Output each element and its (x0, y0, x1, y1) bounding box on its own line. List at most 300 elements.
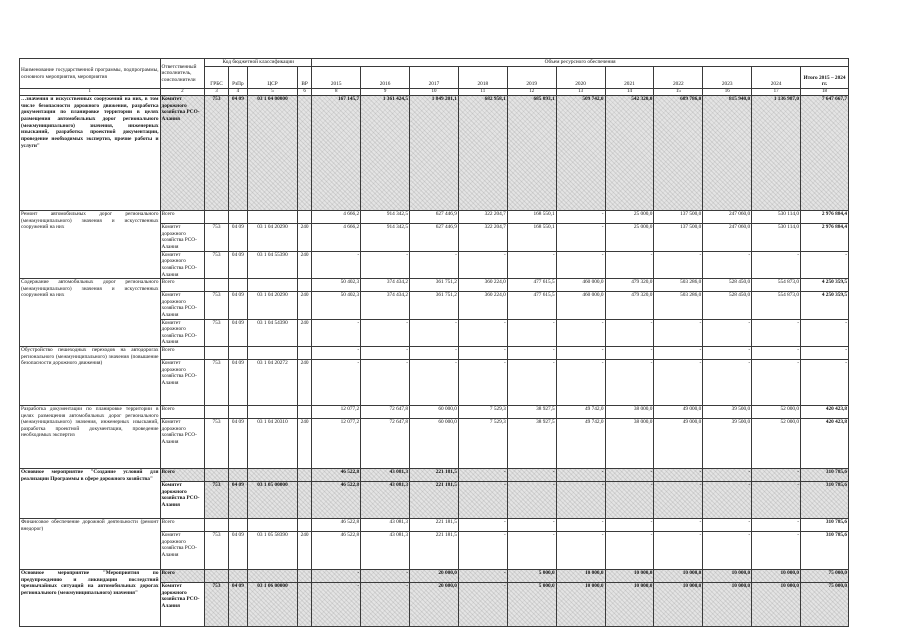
row-total: 75 000,0 (801, 570, 849, 583)
row-year-value: - (654, 251, 703, 278)
row-vr (297, 211, 311, 224)
row-csr (248, 570, 298, 583)
row-year-value: - (312, 251, 361, 278)
row-csr: 03 1 04 20310 (248, 419, 298, 469)
column-number: 14 (605, 89, 654, 96)
row-year-value: - (361, 319, 410, 346)
row-year-value: 528 450,0 (703, 292, 752, 319)
row-total: 420 423,8 (801, 419, 849, 469)
table-row (20, 406, 849, 419)
row-year-value: - (556, 211, 605, 224)
table-row (20, 570, 849, 583)
row-responsible: Всего (160, 469, 205, 482)
row-year-value: 10 000,0 (556, 570, 605, 583)
row-year-value: 221 181,5 (410, 469, 459, 482)
row-vr (297, 96, 311, 211)
column-number: 15 (654, 89, 703, 96)
row-year-value: - (605, 319, 654, 346)
row-grbs (205, 347, 228, 360)
row-year-value: - (507, 360, 556, 406)
row-year-value: - (752, 482, 801, 519)
row-name: …значения и искусственных сооружений на них, в том числе безопасности дорожного движения, разработка документации по планировке территории в целях размещения автомобильных дорог регионального (межмуниципального) значения, инженерных изысканий, разработка проектной документации, проведение необходимых экспертиз, прочие работы и услуги" (20, 96, 161, 211)
row-total: - (801, 319, 849, 346)
row-year-value: - (654, 469, 703, 482)
row-year-value: 914 342,5 (361, 211, 410, 224)
column-number: 12 (507, 89, 556, 96)
row-rzpr (228, 347, 247, 360)
row-responsible: Комитет дорожного хозяйства РСО-Алания (160, 292, 205, 319)
row-year-value: - (556, 224, 605, 251)
row-year-value: - (703, 251, 752, 278)
row-name: Финансовое обеспечение дорожной деятельности (ремонт внедорог) (20, 519, 161, 570)
row-rzpr: 04 09 (228, 532, 247, 570)
header-year: 2017 (410, 67, 459, 89)
row-year-value: - (605, 360, 654, 406)
header-vr: ВР (297, 67, 311, 89)
row-vr: 240 (297, 224, 311, 251)
row-year-value: - (507, 532, 556, 570)
row-responsible: Комитет дорожного хозяйства РСО-Алания (160, 96, 205, 211)
column-number-row (20, 89, 849, 96)
column-number: 5 (248, 89, 298, 96)
row-total: 2 976 884,4 (801, 211, 849, 224)
row-year-value: - (458, 570, 507, 583)
row-year-value: 247 060,0 (703, 211, 752, 224)
row-year-value: - (410, 347, 459, 360)
row-year-value: - (312, 583, 361, 627)
row-year-value: - (458, 319, 507, 346)
row-year-value: 12 077,2 (312, 419, 361, 469)
row-year-value: - (507, 347, 556, 360)
header-responsible: Ответственный исполнитель, соисполнители (160, 59, 205, 89)
row-responsible: Всего (160, 347, 205, 360)
row-year-value: - (410, 251, 459, 278)
row-rzpr: 04 09 (228, 224, 247, 251)
header-year: 2015 (312, 67, 361, 89)
row-total: - (801, 360, 849, 406)
row-year-value: 322 204,7 (458, 224, 507, 251)
row-year-value: - (312, 360, 361, 406)
row-responsible: Комитет дорожного хозяйства РСО-Алания (160, 419, 205, 469)
row-year-value: 137 500,0 (654, 224, 703, 251)
row-year-value: 361 751,2 (410, 292, 459, 319)
row-year-value: - (507, 319, 556, 346)
row-total: 7 647 667,7 (801, 96, 849, 211)
row-vr: 240 (297, 319, 311, 346)
row-year-value: - (752, 519, 801, 532)
row-year-value: 10 000,0 (605, 583, 654, 627)
row-total: 420 423,8 (801, 406, 849, 419)
table-row (20, 469, 849, 482)
row-grbs: 753 (205, 360, 228, 406)
row-grbs (205, 570, 228, 583)
table-row (20, 211, 849, 224)
row-year-value: 25 000,0 (605, 224, 654, 251)
row-year-value: - (507, 519, 556, 532)
header-year: 2016 (361, 67, 410, 89)
row-year-value: - (703, 482, 752, 519)
column-number: 10 (410, 89, 459, 96)
row-year-value: 10 000,0 (752, 583, 801, 627)
row-year-value: 12 077,2 (312, 406, 361, 419)
row-name: Основное мероприятие "Создание условий для реализации Программы в сфере дорожного хозяйства" (20, 469, 161, 519)
row-year-value: 360 224,0 (458, 279, 507, 292)
row-year-value: 60 000,0 (410, 406, 459, 419)
row-year-value: 43 081,3 (361, 482, 410, 519)
row-year-value: - (458, 583, 507, 627)
row-year-value: 509 742,0 (556, 96, 605, 211)
row-year-value: 20 000,0 (410, 583, 459, 627)
row-name: Ремонт автомобильных дорог регионального (межмуниципального) значения и искусственных сооружений на них (20, 211, 161, 279)
header-rzpr: РзПр (228, 67, 247, 89)
row-year-value: - (410, 319, 459, 346)
header-year: 2021 (605, 67, 654, 89)
row-csr (248, 347, 298, 360)
row-year-value: 46 522,8 (312, 519, 361, 532)
header-year: 2023 (703, 67, 752, 89)
row-rzpr: 04 09 (228, 251, 247, 278)
row-year-value: - (361, 251, 410, 278)
row-year-value: 815 940,0 (703, 96, 752, 211)
row-year-value: 46 522,8 (312, 482, 361, 519)
row-year-value: 530 114,0 (752, 211, 801, 224)
row-rzpr: 04 09 (228, 96, 247, 211)
column-number: 17 (752, 89, 801, 96)
row-year-value: 460 000,0 (556, 292, 605, 319)
table-row (20, 279, 849, 292)
row-responsible: Всего (160, 279, 205, 292)
row-year-value: - (556, 319, 605, 346)
row-year-value: - (703, 532, 752, 570)
row-year-value: 10 000,0 (605, 570, 654, 583)
row-year-value: 554 873,0 (752, 292, 801, 319)
row-responsible: Всего (160, 406, 205, 419)
row-year-value: 46 522,8 (312, 469, 361, 482)
header-name: Наименование государственной программы, подпрограммы, основного мероприятия, мероприятия (20, 59, 161, 89)
row-responsible: Комитет дорожного хозяйства РСО-Алания (160, 482, 205, 519)
row-year-value: - (752, 251, 801, 278)
row-vr (297, 583, 311, 627)
row-responsible: Комитет дорожного хозяйства РСО-Алания (160, 319, 205, 346)
row-year-value: 52 000,0 (752, 419, 801, 469)
row-year-value: - (605, 251, 654, 278)
column-number: 1 (20, 89, 161, 96)
row-year-value: 49 742,0 (556, 406, 605, 419)
column-number: 6 (297, 89, 311, 96)
row-year-value: - (654, 532, 703, 570)
row-total: 2 976 884,4 (801, 224, 849, 251)
row-year-value: - (556, 360, 605, 406)
row-year-value: 374 434,2 (361, 292, 410, 319)
row-year-value: - (654, 347, 703, 360)
row-rzpr: 04 09 (228, 319, 247, 346)
row-name: Разработка документации по планировке территории в целях размещения автомобильных дорог регионального (межмуниципального) значения, инженерных изысканий, разработка проектной документации, проведение необходимых экспертиз (20, 406, 161, 469)
row-rzpr (228, 279, 247, 292)
row-year-value: - (312, 570, 361, 583)
row-year-value: 25 000,0 (605, 211, 654, 224)
column-number: 9 (361, 89, 410, 96)
row-csr (248, 211, 298, 224)
row-vr (297, 570, 311, 583)
row-year-value: 503 286,0 (654, 292, 703, 319)
column-number: 3 (205, 89, 228, 96)
header-year: 2018 (458, 67, 507, 89)
row-responsible: Комитет дорожного хозяйства РСО-Алания (160, 224, 205, 251)
table-row (20, 519, 849, 532)
row-vr (297, 279, 311, 292)
row-year-value: 38 000,0 (605, 406, 654, 419)
row-year-value: 477 615,5 (507, 292, 556, 319)
row-year-value: - (410, 360, 459, 406)
row-year-value: - (654, 319, 703, 346)
row-year-value: - (361, 583, 410, 627)
row-year-value: 503 286,0 (654, 279, 703, 292)
row-total: 310 785,6 (801, 519, 849, 532)
row-grbs: 753 (205, 419, 228, 469)
row-vr: 240 (297, 532, 311, 570)
row-year-value: 530 114,0 (752, 224, 801, 251)
row-year-value: 39 500,0 (703, 406, 752, 419)
row-rzpr: 04 09 (228, 583, 247, 627)
row-year-value: - (458, 360, 507, 406)
column-number: 13 (556, 89, 605, 96)
row-year-value: 4 666,2 (312, 224, 361, 251)
row-total: 4 250 359,5 (801, 292, 849, 319)
row-year-value: 479 320,0 (605, 292, 654, 319)
row-year-value: - (556, 532, 605, 570)
row-year-value: - (556, 469, 605, 482)
row-year-value: - (507, 482, 556, 519)
row-year-value: - (605, 347, 654, 360)
row-year-value: 168 550,1 (507, 211, 556, 224)
row-year-value: 374 434,2 (361, 279, 410, 292)
row-grbs: 753 (205, 583, 228, 627)
row-year-value: - (458, 347, 507, 360)
row-grbs: 753 (205, 292, 228, 319)
row-responsible: Комитет дорожного хозяйства РСО-Алания (160, 583, 205, 627)
row-responsible: Комитет дорожного хозяйства РСО-Алания (160, 251, 205, 278)
row-grbs (205, 406, 228, 419)
header-csr: ЦСР (248, 67, 298, 89)
header-year: 2020 (556, 67, 605, 89)
row-grbs: 753 (205, 224, 228, 251)
row-csr (248, 279, 298, 292)
row-year-value: 10 000,0 (654, 570, 703, 583)
row-year-value: 10 000,0 (703, 583, 752, 627)
row-year-value: 689 786,0 (654, 96, 703, 211)
row-year-value: 542 320,0 (605, 96, 654, 211)
header-total: Итого 2015 – 2024 гг. (801, 67, 849, 89)
row-year-value: 221 181,5 (410, 482, 459, 519)
row-year-value: - (654, 482, 703, 519)
row-year-value: 168 550,1 (507, 224, 556, 251)
row-year-value: 221 181,5 (410, 532, 459, 570)
row-year-value: 38 000,0 (605, 419, 654, 469)
row-rzpr: 04 09 (228, 419, 247, 469)
row-year-value: - (654, 360, 703, 406)
row-total: 310 785,6 (801, 532, 849, 570)
row-name: Обустройство пешеходных переходов на автодорогах регионального (межмуниципального) значения (повышение безопасности дорожного движения) (20, 347, 161, 406)
row-year-value: 914 342,5 (361, 224, 410, 251)
row-year-value: 247 060,0 (703, 224, 752, 251)
row-year-value: 72 647,8 (361, 406, 410, 419)
column-number: 4 (228, 89, 247, 96)
row-csr: 03 1 05 00000 (248, 482, 298, 519)
row-year-value: - (507, 251, 556, 278)
row-year-value: 1 361 424,5 (361, 96, 410, 211)
row-csr: 03 1 04 20272 (248, 360, 298, 406)
row-year-value: 360 224,0 (458, 292, 507, 319)
row-year-value: - (312, 347, 361, 360)
row-year-value: 38 927,5 (507, 419, 556, 469)
row-csr: 03 1 04 00000 (248, 96, 298, 211)
row-year-value: - (703, 519, 752, 532)
row-rzpr (228, 519, 247, 532)
row-year-value: - (605, 532, 654, 570)
row-grbs (205, 279, 228, 292)
row-year-value: 10 000,0 (703, 570, 752, 583)
row-year-value: - (605, 482, 654, 519)
row-year-value: 10 000,0 (556, 583, 605, 627)
header-year: 2022 (654, 67, 703, 89)
row-year-value: 361 751,2 (410, 279, 459, 292)
row-year-value: - (361, 570, 410, 583)
row-year-value: - (605, 469, 654, 482)
row-year-value: 167 145,7 (312, 96, 361, 211)
row-year-value: - (507, 469, 556, 482)
row-grbs: 753 (205, 251, 228, 278)
row-year-value: 50 402,3 (312, 292, 361, 319)
row-year-value: - (752, 360, 801, 406)
row-year-value: 5 000,0 (507, 583, 556, 627)
row-year-value: 627 446,9 (410, 211, 459, 224)
row-year-value: 43 081,3 (361, 469, 410, 482)
row-csr: 03 1 04 20290 (248, 292, 298, 319)
row-csr: 03 1 04 55390 (248, 251, 298, 278)
row-responsible: Комитет дорожного хозяйства РСО-Алания (160, 532, 205, 570)
row-responsible: Всего (160, 570, 205, 583)
row-csr: 03 1 04 20290 (248, 224, 298, 251)
budget-table (19, 58, 849, 627)
row-year-value: - (654, 519, 703, 532)
column-number: 8 (312, 89, 361, 96)
row-vr (297, 469, 311, 482)
row-vr (297, 406, 311, 419)
row-year-value: 5 000,0 (507, 570, 556, 583)
row-year-value: 52 000,0 (752, 406, 801, 419)
row-total: 310 785,6 (801, 469, 849, 482)
row-grbs: 753 (205, 319, 228, 346)
header-year: 2019 (507, 67, 556, 89)
row-rzpr (228, 469, 247, 482)
row-name: Основное мероприятие "Мероприятия по предупреждению и ликвидации последствий чрезвычайных ситуаций на автомобильных дорогах регионального (межмуниципального) значения" (20, 570, 161, 627)
row-grbs (205, 519, 228, 532)
row-year-value: 49 000,0 (654, 406, 703, 419)
row-year-value: - (458, 469, 507, 482)
row-year-value: 1 136 987,0 (752, 96, 801, 211)
row-grbs (205, 469, 228, 482)
row-year-value: - (605, 519, 654, 532)
row-year-value: 528 450,0 (703, 279, 752, 292)
column-number: 18 (801, 89, 849, 96)
column-number: 16 (703, 89, 752, 96)
row-year-value: - (752, 347, 801, 360)
row-csr (248, 406, 298, 419)
row-csr: 03 1 05 58390 (248, 532, 298, 570)
row-grbs: 753 (205, 96, 228, 211)
row-csr: 03 1 06 00000 (248, 583, 298, 627)
row-grbs: 753 (205, 482, 228, 519)
row-year-value: 43 081,3 (361, 532, 410, 570)
row-year-value: 20 000,0 (410, 570, 459, 583)
table-row (20, 96, 849, 211)
row-total: 4 250 359,5 (801, 279, 849, 292)
row-year-value: 43 081,3 (361, 519, 410, 532)
row-year-value: 1 849 201,1 (410, 96, 459, 211)
row-year-value: 221 181,5 (410, 519, 459, 532)
row-rzpr (228, 211, 247, 224)
row-year-value: 49 742,0 (556, 419, 605, 469)
row-year-value: 137 500,0 (654, 211, 703, 224)
row-year-value: - (556, 519, 605, 532)
row-year-value: 7 529,3 (458, 419, 507, 469)
column-number: 11 (458, 89, 507, 96)
row-year-value: - (703, 347, 752, 360)
row-year-value: 627 446,9 (410, 224, 459, 251)
row-rzpr (228, 570, 247, 583)
row-year-value: 49 000,0 (654, 419, 703, 469)
column-number: 2 (160, 89, 205, 96)
row-vr: 240 (297, 251, 311, 278)
table-row (20, 347, 849, 360)
row-year-value: - (556, 251, 605, 278)
row-year-value: 7 529,3 (458, 406, 507, 419)
row-year-value: 477 615,5 (507, 279, 556, 292)
row-vr (297, 347, 311, 360)
row-total: 75 000,0 (801, 583, 849, 627)
header-grbs: ГРБС (205, 67, 228, 89)
row-year-value: - (361, 347, 410, 360)
row-year-value: 38 927,5 (507, 406, 556, 419)
row-year-value: 10 000,0 (654, 583, 703, 627)
row-total: - (801, 347, 849, 360)
row-csr: 03 1 04 54390 (248, 319, 298, 346)
row-year-value: 685 093,1 (507, 96, 556, 211)
row-year-value: 682 958,1 (458, 96, 507, 211)
row-year-value: - (703, 469, 752, 482)
row-vr: 240 (297, 292, 311, 319)
row-vr: 240 (297, 360, 311, 406)
row-year-value: 10 000,0 (752, 570, 801, 583)
row-year-value: - (752, 532, 801, 570)
row-rzpr: 04 09 (228, 482, 247, 519)
header-year: 2024 (752, 67, 801, 89)
row-grbs (205, 211, 228, 224)
row-rzpr: 04 09 (228, 292, 247, 319)
row-vr: 240 (297, 419, 311, 469)
row-vr (297, 482, 311, 519)
row-year-value: 60 000,0 (410, 419, 459, 469)
row-responsible: Всего (160, 211, 205, 224)
row-year-value: - (752, 469, 801, 482)
row-total: - (801, 251, 849, 278)
row-year-value: - (458, 482, 507, 519)
row-vr (297, 519, 311, 532)
row-year-value: - (312, 319, 361, 346)
row-year-value: 39 500,0 (703, 419, 752, 469)
row-year-value: - (556, 347, 605, 360)
row-responsible: Комитет дорожного хозяйства РСО-Алания (160, 360, 205, 406)
